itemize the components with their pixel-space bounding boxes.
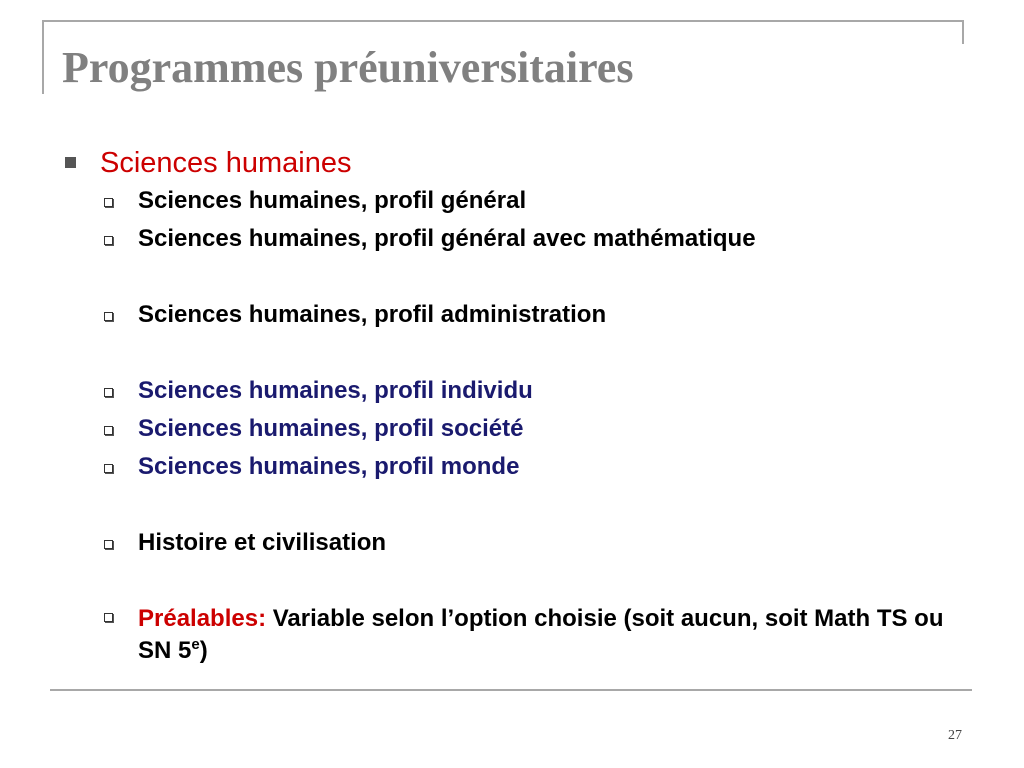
hollow-square-bullet-icon (104, 464, 113, 473)
spacer (62, 562, 962, 600)
prerequisites-superscript: e (191, 636, 200, 653)
list-item (62, 220, 962, 258)
spacer (62, 334, 962, 372)
prerequisites-closing: ) (199, 637, 208, 664)
hollow-square-bullet-icon (104, 613, 113, 622)
prerequisites-text: Variable selon l’option choisie (soit aucun, soit Math TS ou SN 5 (138, 605, 944, 664)
frame-bottom-line (50, 689, 972, 691)
prerequisites-item (62, 600, 962, 667)
list-item (62, 524, 962, 562)
program-list (62, 182, 962, 667)
list-item-text: Sciences humaines, profil administration (138, 301, 607, 328)
frame-right-line (962, 20, 964, 44)
spacer (62, 258, 962, 296)
list-item-text: Sciences humaines, profil société (138, 415, 524, 442)
hollow-square-bullet-icon (104, 426, 113, 435)
list-item (62, 182, 962, 220)
list-item-text: Sciences humaines, profil individu (138, 377, 533, 404)
frame-left-line (42, 20, 44, 94)
list-item (62, 410, 962, 448)
square-bullet-icon (65, 157, 76, 168)
section-label: Sciences humaines (100, 147, 352, 179)
list-item (62, 372, 962, 410)
page-number: 27 (948, 728, 962, 743)
list-item-text: Sciences humaines, profil monde (138, 453, 520, 480)
prerequisites-label: Préalables: (138, 605, 267, 632)
hollow-square-bullet-icon (104, 312, 113, 321)
list-item (62, 296, 962, 334)
spacer (62, 486, 962, 524)
frame-top-line (42, 20, 964, 22)
section-heading (62, 142, 962, 184)
hollow-square-bullet-icon (104, 540, 113, 549)
list-item-text: Sciences humaines, profil général (138, 187, 527, 214)
list-item (62, 448, 962, 486)
list-item-text: Sciences humaines, profil général avec mathématique (138, 225, 756, 252)
hollow-square-bullet-icon (104, 198, 113, 207)
hollow-square-bullet-icon (104, 388, 113, 397)
hollow-square-bullet-icon (104, 236, 113, 245)
list-item-text: Histoire et civilisation (138, 529, 387, 556)
slide-title: Programmes préuniversitaires (62, 43, 634, 92)
